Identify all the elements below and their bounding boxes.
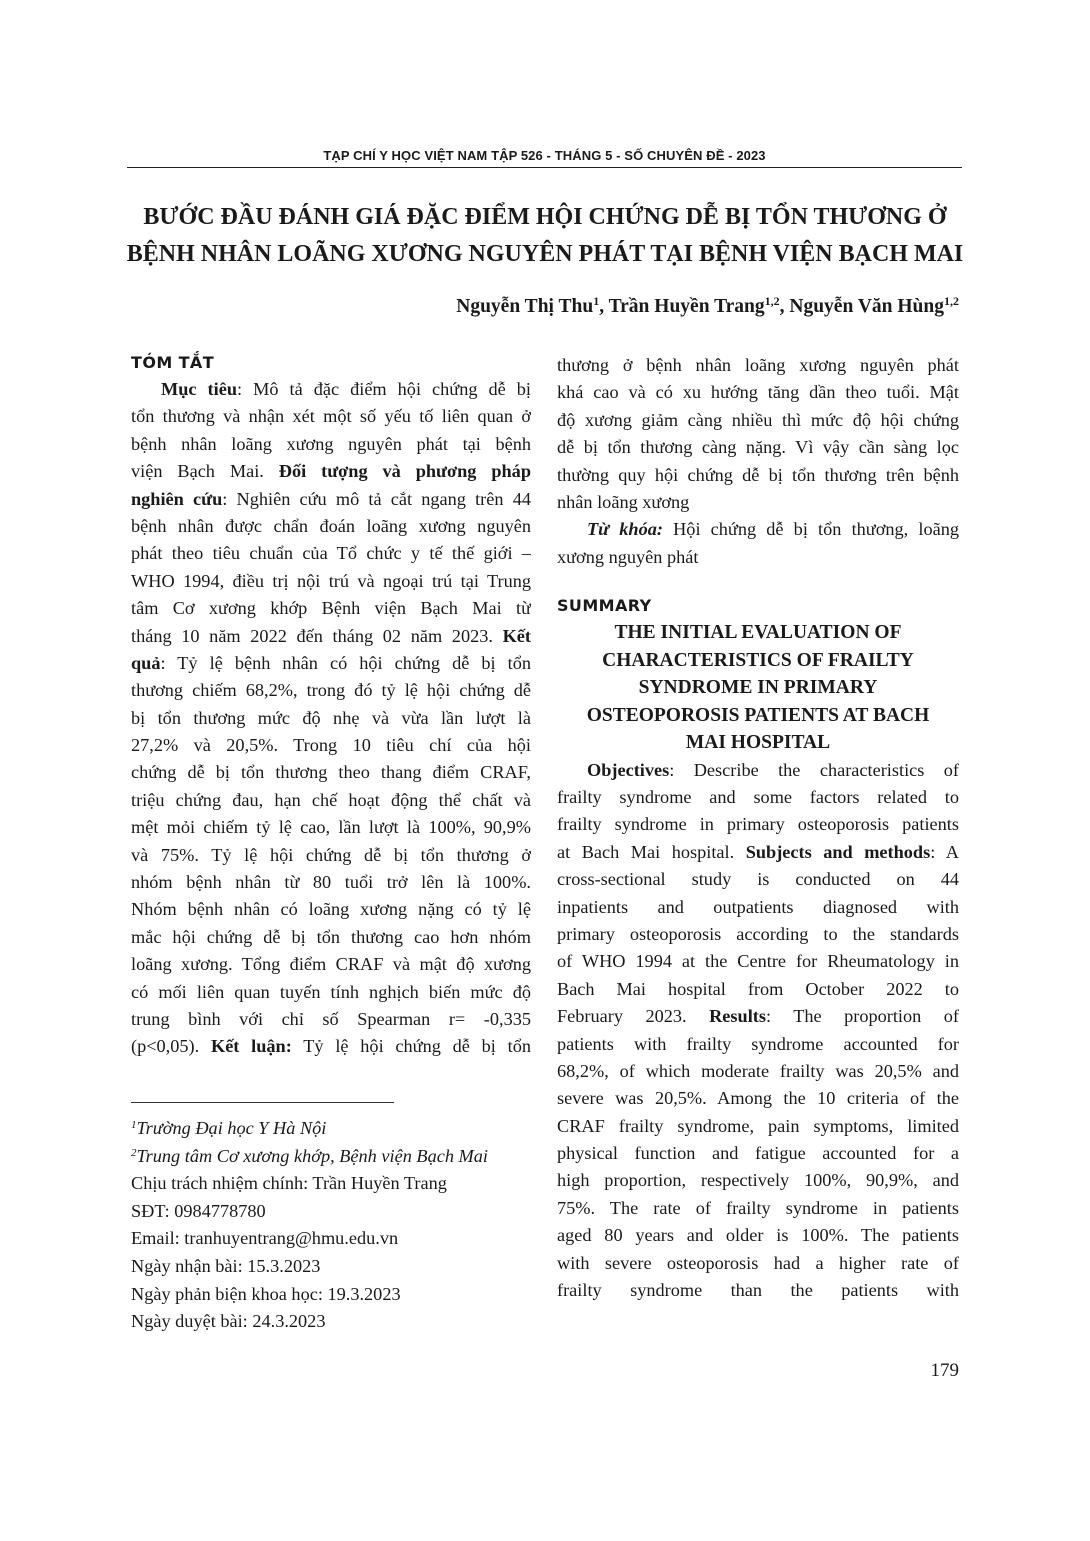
author-name: Trần Huyền Trang	[608, 296, 765, 317]
affiliation-1: $^1$Trường Đại học Y Hà Nội	[131, 1118, 327, 1138]
summary-line: with severe osteoporosis had a higher rate of	[557, 1252, 959, 1273]
summary-line: CRAF frailty syndrome, pain symptoms, limited	[557, 1115, 959, 1136]
abstract-line: Nhóm bệnh nhân có loãng xương nặng có tỷ lệ	[131, 899, 531, 920]
footnotes	[131, 1115, 551, 1336]
date-approved: Ngày duyệt bài: 24.3.2023	[131, 1311, 326, 1332]
abstract-line: viện Bạch Mai. Đối tượng và phương pháp	[131, 461, 531, 482]
summary-line: aged 80 years and older is 100%. The patients	[557, 1225, 959, 1246]
abstract-line: bị tổn thương mức độ nhẹ và vừa lần lượt là	[131, 707, 531, 728]
affiliation-mark: 1,2	[944, 294, 959, 308]
abstract-line: thường quy hội chứng dễ bị tổn thương trên bệnh	[557, 464, 959, 485]
summary-title-line: CHARACTERISTICS OF FRAILTY	[602, 649, 914, 671]
abstract-line: loãng xương. Tổng điểm CRAF và mật độ xương	[131, 954, 531, 975]
author-name: Nguyễn Văn Hùng	[789, 296, 944, 317]
abstract-line: có mối liên quan tuyến tính nghịch biến mức độ	[131, 981, 531, 1002]
keywords-label: Từ khóa:	[587, 519, 663, 540]
summary-title-line: MAI HOSPITAL	[685, 732, 831, 754]
abstract-line: 27,2% và 20,5%. Trong 10 tiêu chí của hội	[131, 735, 531, 756]
article-title	[110, 199, 980, 273]
title-line: BƯỚC ĐẦU ĐÁNH GIÁ ĐẶC ĐIỂM HỘI CHỨNG DỄ BỊ TỔN THƯƠNG Ở	[143, 204, 947, 230]
abstract-line: triệu chứng đau, hạn chế hoạt động thể chất và	[131, 789, 531, 810]
corresponding-author: Chịu trách nhiệm chính: Trần Huyền Trang	[131, 1173, 447, 1194]
summary-line: primary osteoporosis according to the standards	[557, 923, 959, 944]
abstract-line: nhóm bệnh nhân từ 80 tuổi trở lên là 100%.	[131, 872, 531, 893]
author-list: Nguyễn Thị Thu$^1$, Trần Huyền Trang$^{1,2}$, Nguyễn Văn Hùng$^{1,2}$	[456, 294, 959, 317]
summary-line: frailty syndrome and some factors related to	[557, 787, 959, 808]
title-line: BỆNH NHÂN LOÃNG XƯƠNG NGUYÊN PHÁT TẠI BỆNH VIỆN BẠCH MAI	[126, 241, 964, 267]
date-received: Ngày nhận bài: 15.3.2023	[131, 1255, 321, 1276]
abstract-line: bệnh nhân được chẩn đoán loãng xương nguyên	[131, 515, 531, 536]
abstract-line: dễ bị tổn thương càng nặng. Vì vậy cần sàng lọc	[557, 437, 959, 458]
abstract-line: thương chiếm 68,2%, trong đó tỷ lệ hội chứng dễ	[131, 680, 531, 701]
summary-line: of WHO 1994 at the Centre for Rheumatology in	[557, 951, 959, 972]
summary-line: patients with frailty syndrome accounted for	[557, 1033, 959, 1054]
footnote-rule	[131, 1102, 394, 1103]
abstract-line: độ xương giảm càng nhiều thì mức độ hội chứng	[557, 409, 959, 430]
abstract-line: phát theo tiêu chuẩn của Tổ chức y tế thế giới –	[131, 543, 531, 564]
date-reviewed: Ngày phản biện khoa học: 19.3.2023	[131, 1283, 401, 1304]
summary-line: frailty syndrome than the patients with	[557, 1280, 959, 1301]
summary-line: severe was 20,5%. Among the 10 criteria of the	[557, 1088, 959, 1109]
abstract-line: nhân loãng xương	[557, 491, 690, 512]
affiliation-2: $^2$Trung tâm Cơ xương khớp, Bệnh viện Bạch Mai	[131, 1145, 488, 1166]
summary-line: physical function and fatigue accounted for a	[557, 1143, 959, 1164]
abstract-line: và 75%. Tỷ lệ hội chứng dễ bị tổn thương ở	[131, 844, 531, 865]
abstract-line: chứng dễ bị tổn thương theo thang điểm CRAF,	[131, 762, 531, 783]
abstract-line: nghiên cứu: Nghiên cứu mô tả cắt ngang trên 44	[131, 488, 531, 509]
abstract-line: (p<0,05). Kết luận: Tỷ lệ hội chứng dễ bị tổn	[131, 1036, 531, 1057]
summary-title-line: THE INITIAL EVALUATION OF	[614, 622, 902, 644]
summary-line: Objectives: Describe the characteristics of	[587, 759, 959, 780]
abstract-line: thương ở bệnh nhân loãng xương nguyên phát	[557, 355, 959, 375]
affiliation-mark: 1,2	[764, 294, 780, 308]
abstract-line: bệnh nhân loãng xương nguyên phát tại bệnh	[131, 433, 531, 454]
author-name: Nguyễn Thị Thu	[456, 296, 594, 317]
abstract-line: mắc hội chứng dễ bị tổn thương cao hơn nhóm	[131, 926, 531, 947]
abstract-line: WHO 1994, điều trị nội trú và ngoại trú tại Trung	[131, 570, 531, 591]
keywords-line: Từ khóa: Hội chứng dễ bị tổn thương, loãng	[587, 519, 959, 540]
affiliation-mark: 1	[593, 294, 600, 308]
summary-line: February 2023. Results: The proportion of	[557, 1006, 959, 1027]
abstract-line: tổn thương và nhận xét một số yếu tố liên quan ở	[131, 406, 531, 427]
abstract-line: tháng 10 năm 2022 đến tháng 02 năm 2023. Kết	[131, 625, 531, 646]
abstract-line: trung bình với chỉ số Spearman r= -0,335	[131, 1008, 531, 1029]
right-column	[557, 352, 959, 1304]
phone: SĐT: 0984778780	[131, 1200, 266, 1221]
abstract-line: quả: Tỷ lệ bệnh nhân có hội chứng dễ bị tổn	[131, 652, 531, 673]
keywords-line: xương nguyên phát	[557, 546, 699, 567]
page-number: 179	[930, 1360, 959, 1381]
summary-line: 75%. The rate of frailty syndrome in patients	[557, 1197, 959, 1218]
summary-line: at Bach Mai hospital. Subjects and methods: A	[557, 841, 959, 862]
abstract-line: tâm Cơ xương khớp Bệnh viện Bạch Mai từ	[131, 598, 531, 619]
summary-line: 68,2%, of which moderate frailty was 20,5% and	[557, 1060, 959, 1081]
summary-heading: SUMMARY	[557, 596, 652, 616]
header-rule	[127, 167, 962, 168]
summary-line: inpatients and outpatients diagnosed with	[557, 896, 959, 917]
running-head: TẠP CHÍ Y HỌC VIỆT NAM TẬP 526 - THÁNG 5 - SỐ CHUYÊN ĐỀ - 2023	[323, 148, 766, 163]
summary-line: high proportion, respectively 100%, 90,9%, and	[557, 1170, 959, 1191]
summary-title-line: OSTEOPOROSIS PATIENTS AT BACH	[586, 704, 930, 726]
summary-line: Bach Mai hospital from October 2022 to	[557, 978, 959, 999]
abstract-line: khá cao và có xu hướng tăng dần theo tuổi. Mật	[557, 382, 959, 403]
left-column	[131, 350, 531, 1061]
summary-title-line: SYNDROME IN PRIMARY	[638, 677, 878, 699]
abstract-line: mệt mỏi chiếm tỷ lệ cao, lần lượt là 100%, 90,9%	[131, 817, 531, 838]
abstract-line: Mục tiêu: Mô tả đặc điểm hội chứng dễ bị	[161, 379, 531, 399]
abstract-heading: TÓM TẮT	[131, 353, 215, 372]
summary-line: frailty syndrome in primary osteoporosis patients	[557, 814, 959, 835]
email[interactable]: Email: tranhuyentrang@hmu.edu.vn	[131, 1228, 399, 1249]
summary-line: cross-sectional study is conducted on 44	[557, 869, 959, 890]
